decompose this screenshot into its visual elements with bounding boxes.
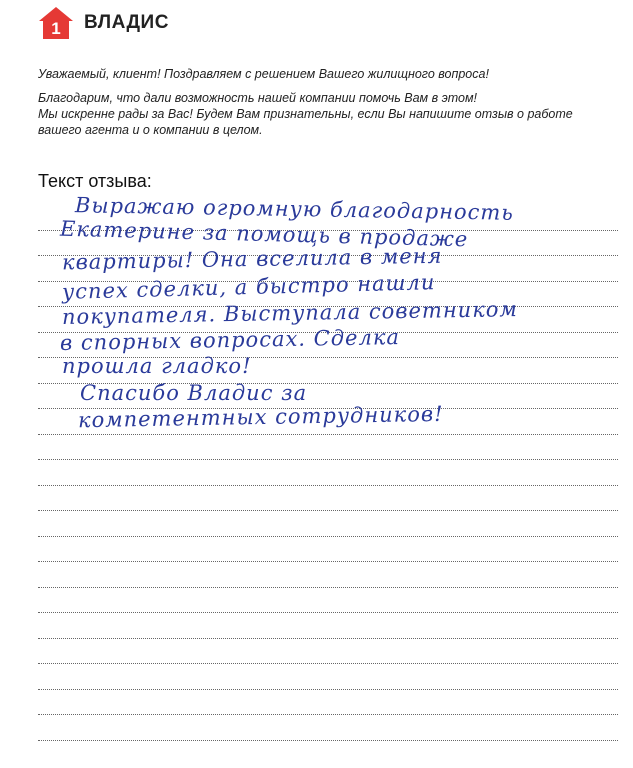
review-line: Спасибо Владис за [80,381,308,405]
ruled-line [38,664,618,690]
ruled-line [38,639,618,665]
ruled-line [38,435,618,461]
review-line: Екатерине за помощь в продаже [59,216,469,252]
logo-digit: 1 [51,19,61,38]
thanks-line: Благодарим, что дали возможность нашей компании помочь Вам в этом! [38,91,478,105]
ruled-line [38,537,618,563]
ruled-line [38,690,618,716]
ruled-line [38,613,618,639]
request-line-cont: вашего агента и о компании в целом. [38,123,263,137]
ruled-line [38,460,618,486]
brand-name: ВЛАДИС [84,12,169,33]
review-line: в спорных вопросах. Сделка [59,325,401,355]
ruled-line [38,486,618,512]
review-line: покупателя. Выступала советником [61,297,519,329]
request-line: Мы искренне рады за Вас! Будем Вам признательны, если Вы напишите отзыв о работе [38,107,573,121]
header [38,6,169,40]
intro-text [38,66,618,146]
ruled-line [38,715,618,741]
ruled-line [38,511,618,537]
house-logo-icon [38,6,74,40]
review-line: успех сделки, а быстро нашли [61,270,436,304]
review-line: прошла гладко! [62,354,252,378]
review-line: Выражаю огромную благодарность [74,193,514,225]
review-line: компетентных сотрудников! [77,401,444,433]
review-line: квартиры! Она вселила в меня [61,243,443,275]
greeting: Уважаемый, клиент! Поздравляем с решением Вашего жилищного вопроса! [38,67,489,81]
ruled-line [38,588,618,614]
ruled-line [38,562,618,588]
review-title: Текст отзыва: [38,171,152,191]
